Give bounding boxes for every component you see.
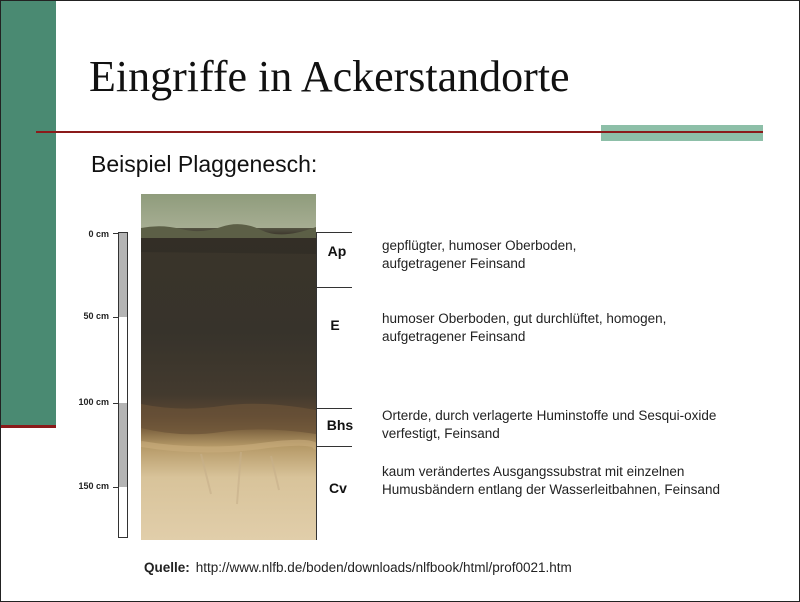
depth-segment-white [119,317,127,403]
horizon-boundary [316,287,352,288]
horizon-boundary [316,446,352,447]
horizon-description-e: humoser Oberboden, gut durchlüftet, homogen, aufgetragener Feinsand [382,311,667,344]
left-accent-line [1,425,56,428]
slide-title: Eingriffe in Ackerstandorte [89,52,570,101]
depth-label-100: 100 cm [78,397,109,407]
slide-subtitle: Beispiel Plaggenesch: [91,151,318,177]
horizon-description-bhs: Orterde, durch verlagerte Huminstoffe und Sesqui-oxide verfestigt, Feinsand [382,408,717,441]
depth-scale-bar [118,232,128,538]
depth-segment-gray [119,403,127,487]
source-citation [144,560,572,575]
source-label: Quelle: [144,560,190,575]
horizon-label-bhs: Bhs [326,417,354,433]
horizon-description-cv: kaum verändertes Ausgangssubstrat mit einzelnen Humusbändern entlang der Wasserleitbahnen, Feinsand [382,464,720,497]
horizon-label-ap: Ap [327,243,347,259]
source-url[interactable]: http://www.nlfb.de/boden/downloads/nlfbook/html/prof0021.htm [195,560,572,575]
horizon-boundary [316,408,352,409]
title-accent-block [601,125,763,141]
depth-label-150: 150 cm [78,481,109,491]
depth-label-50: 50 cm [83,311,109,321]
horizon-label-cv: Cv [329,480,347,496]
horizon-description-ap: gepflügter, humoser Oberboden, aufgetragener Feinsand [382,238,577,271]
horizon-axis-line [316,232,317,540]
depth-segment-gray [119,233,127,317]
left-accent-bar [1,1,56,425]
depth-label-0: 0 cm [88,229,109,239]
depth-segment-white [119,487,127,537]
title-accent-line [601,131,763,133]
horizon-boundary [316,232,352,233]
horizon-label-e: E [330,317,340,333]
soil-profile-photo [141,194,316,540]
